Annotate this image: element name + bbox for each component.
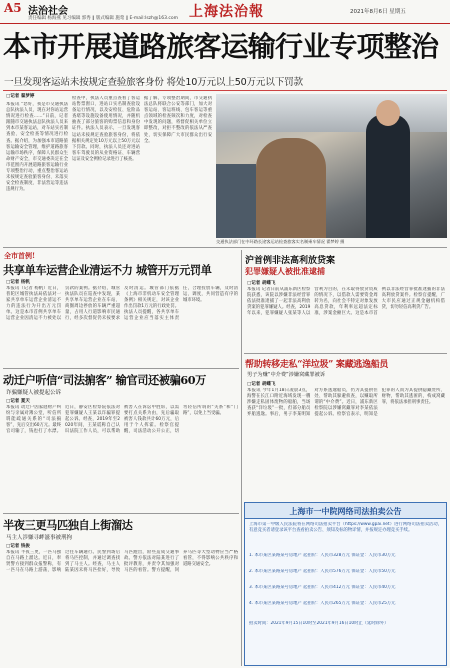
photo-officer <box>366 114 410 238</box>
photo-officer-head <box>376 100 400 126</box>
divider <box>3 247 447 248</box>
divider <box>3 368 239 369</box>
divider <box>244 353 447 354</box>
auction-notice <box>244 502 447 666</box>
notice-item: 2. 本市某区某路某号房地产 起拍价：人民币576万元 保证金：人民币50万元 <box>249 569 396 574</box>
rogue-byline: □记者 钱俊 <box>6 544 30 549</box>
section-name: 法治社会 <box>28 6 68 17</box>
notice-item: 3. 本市某区某路某号房地产 起拍价：人民币412万元 保证金：人民币40万元 <box>249 585 396 590</box>
fraud-headline: 动迁户听信“司法掮客” 输官司还被骗60万 <box>3 373 206 387</box>
fraud-byline: □记者 夏天 <box>6 399 30 404</box>
notice-item: 4. 本市某区某路某号房地产 起拍价：人民币265万元 保证金：人民币25万元 <box>249 601 396 606</box>
editor-line: 责任编辑 杨海燕 见习编辑 郭秀 ‖ 版式编辑 施莺 ‖ E-mail:lszh@163.com <box>28 16 179 21</box>
photo-seat <box>216 164 256 238</box>
masthead <box>0 0 450 24</box>
lead-column-3: 据了解，专项整治期间，市交通执法总队将联合公安等部门，加大对客运站、客运班线、包车客运等重点领域的检查频次和力度，对检查中发现的问题，将督促相关单位立即整改，对拒不整改的依法从严查处，切实保障广大市民群众出行安全。 <box>144 96 212 144</box>
divider <box>3 90 447 91</box>
bikes-body: 本报讯（记者 杨帆）近日，普陀区城管执法局依法对一家共享单车运营企业清运不力的违法行为开出万元罚单。这是本市首例共享单车运营企业因清运不力被处以罚款的案例。据介绍，城管执法队员在巡查中发现，某共享单车运营企业在车站、商圈周边停放的车辆严重超量，占用人行道影响市民通行，经多次督促仍未按要求及时清运。城管部门依据《上海市非机动车安全管理条例》相关规定，对该企业作出罚款1万元的行政处罚。执法人员提醒，各共享单车运营企业应当落实主体责任，合理投放车辆，及时清运、调度，共同营造有序的城市环境。 <box>6 286 238 322</box>
lead-subhead: 一旦发现客运站未按规定查验旅客身份 将处10万元以上50万元以下罚款 <box>4 77 303 88</box>
bikes-byline: □记者 杨帆 <box>6 280 30 285</box>
issue-date: 2021年8月6日 星期五 <box>350 9 406 15</box>
rogue-body: 本报讯 半夜三更，一匹马独自在马路上溜达。近日，奉贤警方接到群众报警称，有一匹马在马路上游荡，影响过往车辆通行。民警到场后将马匹控制，并通过调查找到了马主人。经查，马主人陆某因未将马匹拴好，导致马匹跑出，险些造成交通事故。警方依法对陆某进行了批评教育，并责令其加强对马匹的看管。警方提醒，饲养马匹等大型动物应当严格看管，不得影响公共秩序和道路交通安全。 <box>6 550 238 574</box>
notice-title: 上海市一中院网络司法拍卖公告 <box>289 506 402 516</box>
rogue-subhead: 马主人涉嫌寻衅滋事被刑拘 <box>6 535 73 541</box>
lead-photo <box>216 94 447 238</box>
smuggle-headline: 帮助转移走私“洋垃圾” 案藏逃逸船员 <box>245 360 389 370</box>
photo-caption: 交通执法部门在中环路长途客运站检查旅客实名制乘车情况 翟梦婷 摄 <box>216 239 345 244</box>
smuggle-subhead: 男子为赚“中介费”涉嫌窝藏罪被诉 <box>247 372 326 378</box>
lead-headline: 本市开展道路旅客运输行业专项整治 <box>3 30 439 63</box>
fraud-body: 本报讯 动迁户因家庭财产纠纷与亲属对簿公堂，听信所谓能疏通关系的“司法掮客”，先后交出60万元。最终官司输了，钱也打了水漂。近日，静安区检察院依法对犯罪嫌疑人王某以诈骗罪提起公诉。经查，2019年至2020年间，王某谎称自己认识法院工作人员，可以帮助被害人在诉讼中胜诉，以需要打点关系为由，先后骗取被害人钱款共计60万元，后用于个人挥霍。检察官提醒，司法活动公开公正，切勿轻信所谓的“关系”和“门路”，以免上当受骗。 <box>6 405 238 435</box>
bikes-headline: 共享单车运营企业清运不力 城管开万元罚单 <box>3 263 212 277</box>
bikes-kicker: 全市首例! <box>4 251 36 260</box>
newspaper-logo: 上海法治報 <box>189 4 264 20</box>
page-number: A5 <box>4 1 22 15</box>
notice-item: 1. 本市某区某路某号房地产 起拍价：人民币328万元 保证金：人民币30万元 <box>249 553 396 558</box>
photo-window <box>216 94 447 132</box>
lead-column-2: 检查中，执法人员重点查看了客运站售票窗口、进站口实名制查验设备运行情况，以及安检仪、危险品查堵等设施设备使用情况，并随机抽查了部分旅客的购票信息和身份证件。执法人员表示，一旦发现客运站未按规定查验旅客身份，将依据相关规定处10万元以上50万元以下罚款。同时，执法人员还对进站客车驾驶员的从业资格证、车辆营运证及安全例检记录进行了核查。 <box>72 96 140 162</box>
divider <box>3 513 239 514</box>
column-divider <box>241 250 242 666</box>
loan-headline: 沪首例非法高利放贷案 <box>245 256 336 266</box>
notice-footer: 拍卖时间：2021年9月15日10时至2021年9月16日10时止（延时除外） <box>249 621 389 626</box>
fraud-subhead: 诈骗嫌疑人被提起公诉 <box>6 390 62 396</box>
smuggle-body: 本报讯 今年1月18日凌晨3点，海警在长江口附近海域发现一艘涉嫌走私固体废物的船舶，当场查获“洋垃圾”一批，但部分船员弃船逃逸。事后，男子李某明知对方系逃逸船员，仍为其提供住处、帮助其躲避侦查，以赚取所谓的“中介费”。近日，浦东新区检察院以涉嫌窝藏罪对李某依法提起公诉。检察官表示，明知是犯罪的人而为其提供隐藏处所、财物，帮助其逃匿的，构成窝藏罪，将依法承担刑事责任。 <box>247 388 445 418</box>
loan-body: 本报讯 记者日前从浦东新区检察院获悉，该院以涉嫌非法经营罪依法批准逮捕了一起非法高利放贷案的犯罪嫌疑人。经查，2019年以来，犯罪嫌疑人张某等人以营利为目的，在未取得放贷资质的情况下，以借款人需要资金周转为名，向社会不特定对象发放高息贷款，年利率远超法定标准，涉案金额巨大。这是本市首例以非法经营罪批准逮捕的非法高利放贷案件。检察官提醒，广大市民应通过正规金融机构借贷，切勿轻信高利贷广告。 <box>247 287 445 317</box>
notice-body: 上海市第一中级人民法院将在网络司法拍卖平台（https://www.gpai.net）进行网络司法拍卖活动，有意竞买者请登录该平台查看拍卖公告、须知及标的物详情，并按规定办理竞买手续。 <box>249 522 442 534</box>
rogue-headline: 半夜三更马匹独自上街溜达 <box>3 518 133 532</box>
lead-column-1: 本报讯 “您好，我是市交通执法总队执法人员，现在对你站运营情况进行检查……”日前，记者跟随市交通执法总队执法人员来到本市某客运站，对车站实名制查验、安全检查等情况进行检查。据介绍，为加强本市道路旅客运输安全管理，维护道路旅客运输市场秩序，保障人民群众生命财产安全，市交通委决定在全市范围内开展道路旅客运输行业专项整治行动，重点整治客运站未按规定查验旅客身份、未落实安全检查制度、非法营运等违法违规行为。 <box>6 102 68 193</box>
lead-byline: □记者 翟梦婷 <box>6 94 35 99</box>
loan-byline: □记者 胡蝶飞 <box>247 281 276 286</box>
photo-passenger <box>256 138 326 238</box>
smuggle-byline: □记者 胡蝶飞 <box>247 382 276 387</box>
loan-subhead: 犯罪嫌疑人被批准逮捕 <box>245 266 325 276</box>
